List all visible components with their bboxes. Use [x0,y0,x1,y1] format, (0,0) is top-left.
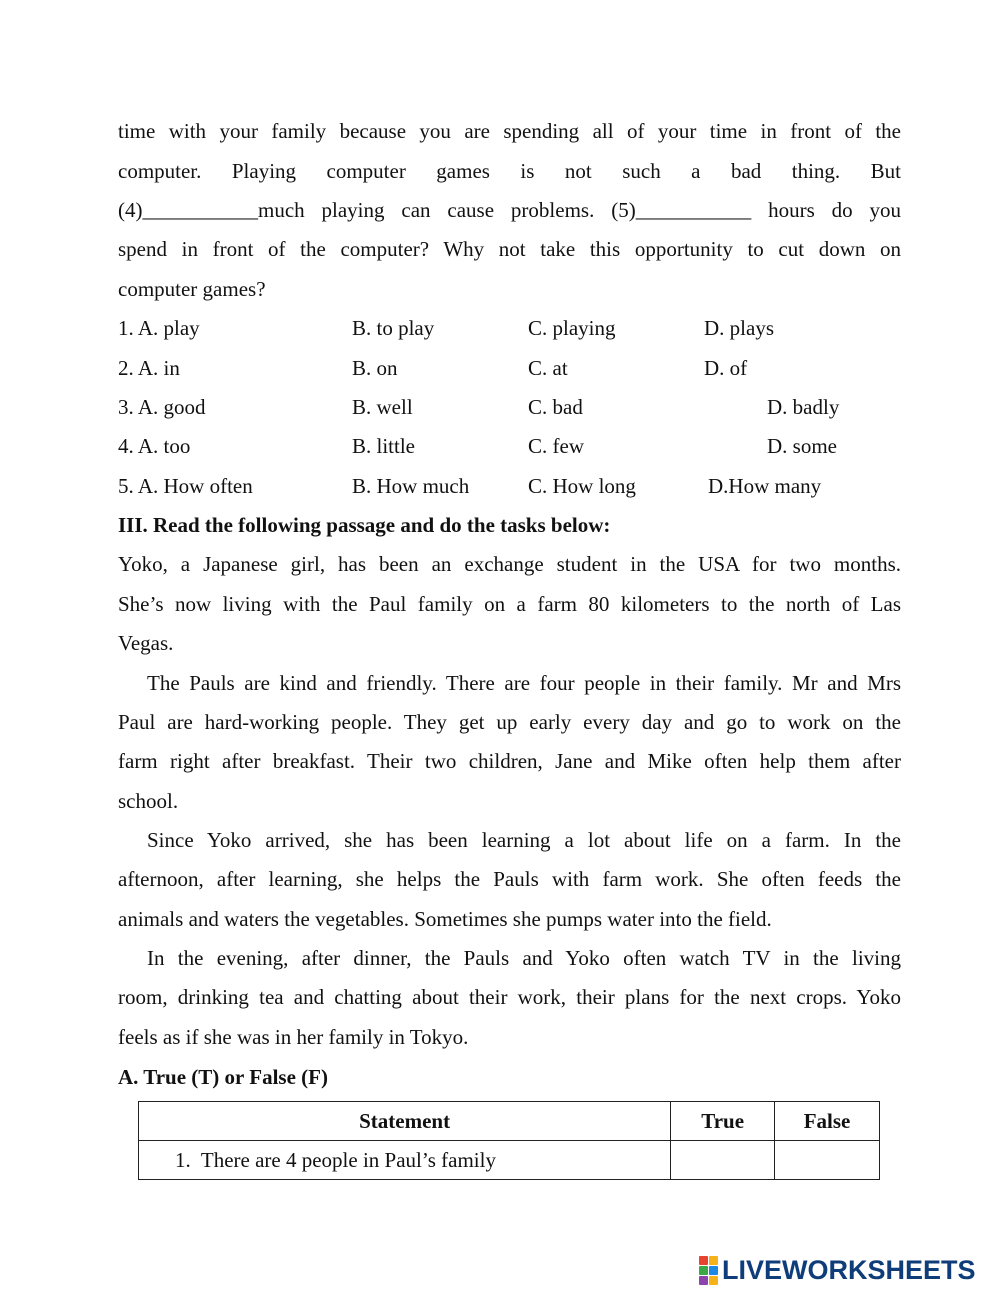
true-answer-cell[interactable] [671,1141,775,1180]
option-c: C. few [528,434,584,458]
option-d: D.How many [708,474,822,498]
passage-line: (4)___________much playing can cause problems. (5)___________ hours do you [118,198,901,222]
false-header: False [775,1102,880,1141]
statement-header: Statement [139,1102,671,1141]
logo-block [709,1256,718,1265]
option-a: 3. A. good [118,395,206,419]
table-header-row [139,1102,880,1141]
reading-line: school. [118,789,179,813]
logo-blocks-icon [699,1256,718,1285]
reading-line: Vegas. [118,631,174,655]
statement-text: There are 4 people in Paul’s family [200,1147,496,1172]
option-b: B. on [352,356,398,380]
option-d: D. badly [767,395,840,419]
option-c: C. playing [528,316,616,340]
reading-line: feels as if she was in her family in Tokyo. [118,1025,469,1049]
option-c: C. How long [528,474,636,498]
logo-block [699,1266,708,1275]
option-a: 5. A. How often [118,474,253,498]
passage-line: spend in front of the computer? Why not take this opportunity to cut down on [118,237,901,261]
passage-line: computer. Playing computer games is not such a bad thing. But [118,159,901,183]
part-a-heading: A. True (T) or False (F) [118,1065,328,1089]
table-row [139,1141,880,1180]
statement-cell [139,1141,671,1180]
option-b: B. to play [352,316,435,340]
passage-line: time with your family because you are spending all of your time in front of the [118,119,901,143]
option-d: D. some [767,434,837,458]
logo-text: LIVEWORKSHEETS [722,1254,976,1285]
option-d: D. of [704,356,748,380]
option-b: B. well [352,395,413,419]
option-a: 2. A. in [118,356,180,380]
option-d: D. plays [704,316,774,340]
logo-block [709,1266,718,1275]
true-header: True [671,1102,775,1141]
option-a: 1. A. play [118,316,200,340]
section-heading: III. Read the following passage and do the tasks below: [118,513,611,537]
option-c: C. bad [528,395,583,419]
option-b: B. little [352,434,415,458]
option-a: 4. A. too [118,434,191,458]
logo-block [709,1276,718,1285]
reading-line: She’s now living with the Paul family on a farm 80 kilometers to the north of Las [118,592,901,616]
reading-line: afternoon, after learning, she helps the Pauls with farm work. She often feeds the [118,867,901,891]
reading-line: animals and waters the vegetables. Sometimes she pumps water into the field. [118,907,772,931]
logo-block [699,1276,708,1285]
option-b: B. How much [352,474,470,498]
logo-block [699,1256,708,1265]
reading-line: Since Yoko arrived, she has been learning a lot about life on a farm. In the [147,828,901,852]
reading-line: The Pauls are kind and friendly. There are four people in their family. Mr and Mrs [147,671,901,695]
reading-line: Yoko, a Japanese girl, has been an exchange student in the USA for two months. [118,552,901,576]
reading-line: farm right after breakfast. Their two children, Jane and Mike often help them after [118,749,901,773]
statement-number: 1. [175,1147,191,1172]
reading-line: In the evening, after dinner, the Pauls and Yoko often watch TV in the living [147,946,901,970]
reading-line: room, drinking tea and chatting about their work, their plans for the next crops. Yoko [118,985,901,1009]
option-c: C. at [528,356,568,380]
reading-line: Paul are hard-working people. They get up early every day and go to work on the [118,710,901,734]
liveworksheets-logo[interactable] [699,1254,976,1286]
false-answer-cell[interactable] [775,1141,880,1180]
true-false-table [138,1101,880,1180]
passage-line: computer games? [118,277,266,301]
